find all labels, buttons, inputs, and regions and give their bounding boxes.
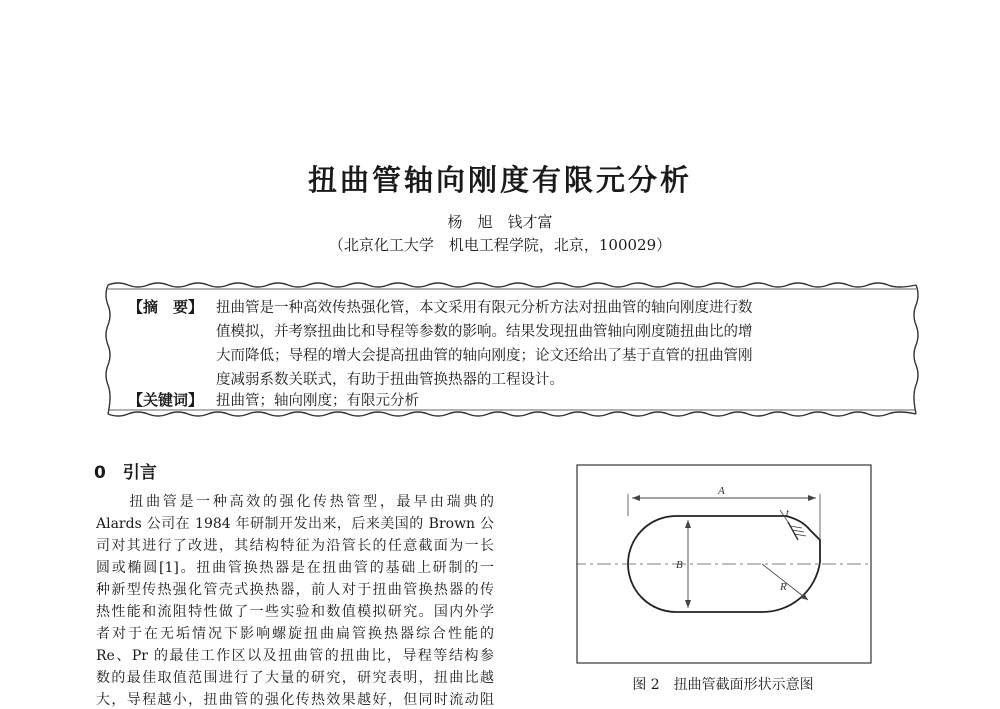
abstract-label: 【摘 要】 (128, 298, 204, 316)
label-A: A (718, 485, 725, 497)
section-heading: 0 引言 (94, 463, 157, 483)
keywords-label: 【关键词】 (128, 391, 204, 409)
abstract-line: 值模拟，并考察扭曲比和导程等参数的影响。结果发现扭曲管轴向刚度随扭曲比的增 (216, 324, 753, 340)
keywords-text: 扭曲管；轴向刚度；有限元分析 (216, 393, 419, 409)
label-B: B (676, 559, 683, 571)
body-text-line: 扭曲管是一种高效的强化传热管型，最早由瑞典的 (96, 494, 494, 510)
label-R: R (780, 581, 787, 593)
body-text-line: 大，导程越小，扭曲管的强化传热效果越好，但同时流动阻 (96, 692, 494, 708)
label-t: t (786, 508, 789, 519)
body-text-line: 司对其进行了改进，其结构特征为沿管长的任意截面为一长 (96, 538, 494, 554)
affiliation: （北京化工大学 机电工程学院，北京，100029） (328, 236, 672, 254)
cross-section-diagram (576, 464, 872, 664)
abstract-line: 大而降低；导程的增大会提高扭曲管的轴向刚度；论文还给出了基于直管的扭曲管刚 (216, 348, 753, 364)
paper-title: 扭曲管轴向刚度有限元分析 (307, 163, 692, 197)
abstract-line: 扭曲管是一种高效传热强化管，本文采用有限元分析方法对扭曲管的轴向刚度进行数 (216, 300, 753, 316)
body-text-line: Alards 公司在 1984 年研制开发出来，后来美国的 Brown 公 (96, 516, 494, 532)
figure-cross-section (576, 464, 872, 668)
body-text-line: 数的最佳取值范围进行了大量的研究，研究表明，扭曲比越 (96, 670, 494, 686)
abstract-box (104, 281, 920, 418)
body-text-line: 热性能和流阻特性做了一些实验和数值模拟研究。国内外学 (96, 604, 494, 620)
authors: 杨 旭 钱才富 (447, 213, 553, 231)
body-text-line: 种新型传热强化管壳式换热器，前人对于扭曲管换热器的传 (96, 582, 494, 598)
abstract-line: 度减弱系数关联式，有助于扭曲管换热器的工程设计。 (216, 372, 564, 388)
body-text-line: Re、Pr 的最佳工作区以及扭曲管的扭曲比，导程等结构参 (96, 648, 494, 664)
figure-caption: 图 2 扭曲管截面形状示意图 (632, 677, 814, 693)
body-text-line: 者对于在无垢情况下影响螺旋扭曲扁管换热器综合性能的 (96, 626, 494, 642)
body-text-line: 圆或椭圆[1]。扭曲管换热器是在扭曲管的基础上研制的一 (96, 560, 494, 576)
